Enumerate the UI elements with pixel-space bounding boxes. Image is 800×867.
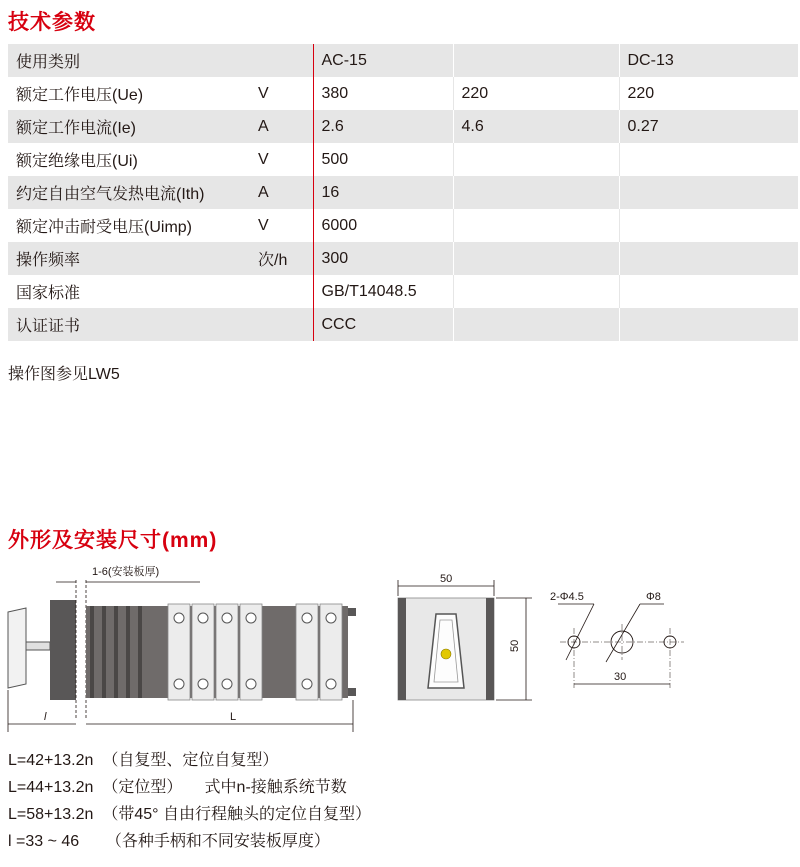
contact-block: [296, 604, 318, 700]
row-label: 额定冲击耐受电压(Uimp): [8, 209, 258, 242]
row-value-2: [453, 242, 619, 275]
row-value-1: 2.6: [313, 110, 453, 143]
row-value-1: 300: [313, 242, 453, 275]
front-face-edge-left: [398, 598, 406, 700]
contact-block: [216, 604, 238, 700]
row-value-2: [453, 44, 619, 77]
front-plate: [50, 600, 76, 700]
table-row: [8, 143, 798, 176]
body-rib: [114, 606, 118, 698]
row-value-1: AC-15: [313, 44, 453, 77]
row-value-3: [619, 275, 798, 308]
front-view: [398, 573, 532, 700]
row-label: 约定自由空气发热电流(Ith): [8, 176, 258, 209]
table-row: [8, 242, 798, 275]
table-row: [8, 44, 798, 77]
terminal-screw-icon: [302, 679, 312, 689]
handle-shaft: [26, 642, 50, 650]
table-row: [8, 176, 798, 209]
body-rib: [138, 606, 142, 698]
section-title-dimensions: 外形及安装尺寸(mm): [8, 529, 218, 552]
table-row: [8, 209, 798, 242]
end-screw: [348, 608, 356, 616]
row-unit: 次/h: [258, 242, 313, 275]
row-unit: V: [258, 209, 313, 242]
row-value-3: DC-13: [619, 44, 798, 77]
terminal-screw-icon: [302, 613, 312, 623]
row-value-2: 220: [453, 77, 619, 110]
body-rib: [126, 606, 130, 698]
row-value-2: 4.6: [453, 110, 619, 143]
row-label: 认证证书: [8, 308, 258, 341]
row-value-3: [619, 308, 798, 341]
center-hole-label: Φ8: [646, 591, 661, 603]
contact-block: [320, 604, 342, 700]
formula-line: L=42+13.2n （自复型、定位自复型）: [8, 752, 279, 769]
dimension-drawing: [0, 560, 800, 740]
formula-line: l =33 ~ 46 （各种手柄和不同安装板厚度）: [8, 833, 330, 850]
row-value-1: 380: [313, 77, 453, 110]
row-value-3: [619, 176, 798, 209]
body-rib: [90, 606, 94, 698]
spec-table: [8, 44, 798, 341]
row-value-2: [453, 143, 619, 176]
row-value-2: [453, 176, 619, 209]
terminal-screw-icon: [222, 679, 232, 689]
row-value-3: [619, 242, 798, 275]
section-title-tech-params: 技术参数: [8, 11, 96, 34]
panel-cutout: [550, 591, 684, 688]
contact-block: [192, 604, 214, 700]
row-label: 操作频率: [8, 242, 258, 275]
contact-block: [240, 604, 262, 700]
row-value-3: [619, 143, 798, 176]
terminal-screw-icon: [198, 613, 208, 623]
row-unit: [258, 308, 313, 341]
terminal-screw-icon: [246, 613, 256, 623]
body-rib: [102, 606, 106, 698]
dim-l-label: l: [44, 711, 47, 723]
front-height-label: 50: [509, 639, 521, 652]
table-row: [8, 77, 798, 110]
row-value-1: 16: [313, 176, 453, 209]
row-value-1: 500: [313, 143, 453, 176]
row-unit: A: [258, 110, 313, 143]
row-value-3: 220: [619, 77, 798, 110]
front-face-edge-right: [486, 598, 494, 700]
terminal-screw-icon: [174, 613, 184, 623]
formula-line: L=58+13.2n （带45° 自由行程触头的定位自复型）: [8, 806, 371, 823]
formula-line: L=44+13.2n （定位型） 式中n-接触系统节数: [8, 779, 347, 796]
end-screw: [348, 688, 356, 696]
terminal-screw-icon: [326, 613, 336, 623]
row-value-3: 0.27: [619, 110, 798, 143]
row-value-1: CCC: [313, 308, 453, 341]
row-value-3: [619, 209, 798, 242]
row-unit: [258, 44, 313, 77]
panel-thickness-label: 1-6(安装板厚): [92, 566, 160, 578]
terminal-screw-icon: [174, 679, 184, 689]
handle-knob: [8, 608, 26, 688]
terminal-screw-icon: [326, 679, 336, 689]
operation-diagram-note: 操作图参见LW5: [8, 366, 120, 383]
table-row: [8, 110, 798, 143]
row-value-2: [453, 308, 619, 341]
row-label: 额定工作电压(Ue): [8, 77, 258, 110]
row-label: 额定工作电流(Ie): [8, 110, 258, 143]
hole-spacing-label: 30: [614, 671, 627, 683]
indicator-dot-icon: [441, 649, 451, 659]
terminal-screw-icon: [222, 613, 232, 623]
dim-L-label: L: [230, 711, 237, 723]
terminal-screw-icon: [246, 679, 256, 689]
contact-block: [168, 604, 190, 700]
mount-hole-label: 2-Φ4.5: [550, 591, 584, 603]
row-unit: V: [258, 143, 313, 176]
row-value-1: 6000: [313, 209, 453, 242]
row-value-2: [453, 275, 619, 308]
row-unit: A: [258, 176, 313, 209]
terminal-screw-icon: [198, 679, 208, 689]
row-label: 额定绝缘电压(Ui): [8, 143, 258, 176]
row-unit: [258, 275, 313, 308]
table-row: [8, 308, 798, 341]
row-value-1: GB/T14048.5: [313, 275, 453, 308]
row-label: 国家标准: [8, 275, 258, 308]
row-label: 使用类别: [8, 44, 258, 77]
front-width-label: 50: [440, 573, 453, 585]
side-view: [8, 564, 356, 732]
table-row: [8, 275, 798, 308]
leader-line: [566, 604, 594, 660]
row-value-2: [453, 209, 619, 242]
row-unit: V: [258, 77, 313, 110]
